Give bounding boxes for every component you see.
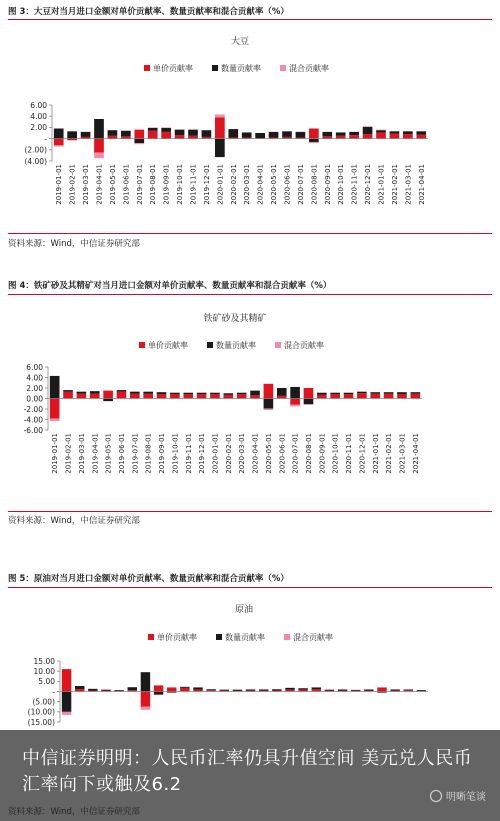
bar-quantity: [206, 689, 215, 690]
x-tick-label: 2019-12-01: [202, 164, 211, 205]
y-tick-label: (2.00): [24, 145, 47, 155]
bar-quantity: [349, 132, 359, 135]
y-tick-label: -2.00: [23, 404, 43, 414]
figure-heading: 图 4：铁矿砂及其精矿对当月进口金额对单价贡献率、数量贡献率和混合贡献率（%）: [8, 281, 332, 291]
bar-mixed: [309, 142, 319, 143]
bar-mixed: [54, 145, 64, 146]
bar-quantity: [351, 690, 360, 691]
x-tick-label: 2021-04-01: [417, 164, 426, 205]
heading-rule: [8, 587, 492, 588]
bar-quantity: [417, 690, 426, 691]
bar-quantity: [228, 129, 238, 137]
y-tick-label: (10.00): [27, 707, 55, 717]
x-tick-label: 2019-05-01: [108, 164, 117, 205]
legend-swatch: [284, 634, 290, 640]
x-tick-label: 2020-07-01: [291, 433, 300, 474]
bar-mixed: [148, 127, 158, 128]
y-tick-label: 5.00: [38, 677, 55, 687]
bar-price: [250, 395, 260, 398]
y-axis: [28, 657, 60, 727]
y-tick-label: (5.00): [32, 697, 55, 707]
x-tick-label: 2020-10-01: [337, 164, 346, 205]
legend-swatch: [139, 342, 145, 348]
bar-price: [403, 134, 413, 138]
x-tick-label: 2021-01-01: [377, 164, 386, 205]
bar-price: [54, 139, 64, 146]
bar-price: [77, 394, 87, 399]
bar-quantity: [157, 392, 167, 394]
bar-mixed: [50, 418, 60, 421]
x-tick-label: 2019-02-01: [64, 433, 73, 474]
bar-price: [370, 394, 380, 399]
bar-price: [90, 394, 100, 399]
x-tick-label: 2021-03-01: [398, 433, 407, 474]
legend-label: 数量贡献率: [225, 633, 265, 642]
bar-price: [62, 669, 71, 691]
chart-crude-oil: [0, 592, 500, 750]
bar-price: [317, 395, 327, 399]
bar-quantity: [416, 131, 426, 134]
bar-price: [180, 688, 189, 692]
x-tick-label: 2020-08-01: [310, 164, 319, 205]
bar-price: [197, 394, 207, 398]
x-tick-label: 2019-06-01: [122, 164, 131, 205]
legend-label: 数量贡献率: [221, 64, 261, 73]
bar-price: [210, 394, 220, 398]
y-tick-label: (15.00): [27, 717, 55, 727]
bar-quantity: [264, 399, 274, 409]
x-tick-label: 2020-05-01: [270, 164, 279, 205]
wechat-icon: [430, 790, 442, 802]
legend-label: 混合贡献率: [289, 64, 329, 73]
bar-quantity: [188, 130, 198, 136]
bar-mixed: [62, 712, 71, 715]
bar-price: [117, 392, 127, 399]
bar-price: [411, 394, 421, 399]
legend-swatch: [216, 634, 222, 640]
chart-legend: [144, 63, 329, 73]
bar-mixed: [304, 404, 314, 405]
bar-quantity: [128, 687, 137, 690]
x-tick-label: 2019-05-01: [104, 433, 113, 474]
bar-quantity: [197, 393, 207, 395]
chart-legend: [148, 632, 333, 642]
x-tick-label: 2020-03-01: [243, 164, 252, 205]
bar-quantity: [285, 688, 294, 690]
bar-quantity: [114, 690, 123, 691]
x-axis-labels: [51, 433, 420, 474]
legend-label: 混合贡献率: [293, 633, 333, 642]
bar-price: [170, 394, 180, 398]
bar-quantity: [220, 690, 229, 691]
x-tick-label: 2019-09-01: [158, 433, 167, 474]
bar-quantity: [77, 392, 87, 394]
bar-quantity: [88, 689, 97, 691]
bar-quantity: [94, 119, 104, 139]
bar-quantity: [161, 128, 171, 132]
bar-price: [377, 687, 386, 691]
heading-rule: [8, 19, 492, 20]
x-tick-label: 2020-04-01: [251, 433, 260, 474]
heading-rule: [8, 294, 492, 295]
bar-price: [397, 394, 407, 398]
y-tick-label: 2.00: [26, 383, 43, 393]
x-tick-label: 2019-11-01: [189, 164, 198, 205]
x-tick-label: 2020-11-01: [345, 433, 354, 474]
bar-price: [108, 136, 118, 139]
y-tick-label: 15.00: [33, 656, 55, 666]
bar-quantity: [282, 131, 292, 137]
bar-price: [167, 687, 176, 691]
bar-quantity: [180, 687, 189, 688]
bar-quantity: [322, 132, 332, 136]
bar-quantity: [269, 132, 279, 138]
bar-quantity: [63, 390, 73, 392]
y-tick-label: (4.00): [24, 156, 47, 166]
x-tick-label: 2020-12-01: [364, 164, 373, 205]
x-tick-label: 2021-01-01: [371, 433, 380, 474]
y-tick-label: 4.00: [26, 373, 43, 383]
x-tick-label: 2020-09-01: [323, 164, 332, 205]
bar-price: [50, 399, 60, 419]
bar-quantity: [233, 690, 242, 691]
bar-quantity: [363, 127, 373, 134]
legend-swatch: [207, 342, 213, 348]
x-tick-label: 2019-08-01: [144, 433, 153, 474]
bar-quantity: [370, 392, 380, 394]
bar-quantity: [246, 689, 255, 690]
headline-text: 中信证券明明：人民币汇率仍具升值空间 美元兑人民币汇率向下或触及6.2: [22, 748, 473, 795]
x-tick-label: 2019-11-01: [184, 433, 193, 474]
chart-title: 原油: [234, 605, 254, 615]
x-tick-label: 2021-03-01: [404, 164, 413, 205]
x-tick-label: 2019-03-01: [82, 164, 91, 205]
bar-quantity: [272, 689, 281, 690]
bar-price: [376, 132, 386, 138]
bar-quantity: [175, 130, 185, 136]
bar-quantity: [397, 392, 407, 394]
bars: [54, 115, 426, 159]
legend-label: 单价贡献率: [148, 341, 188, 350]
x-tick-label: 2020-12-01: [358, 433, 367, 474]
x-tick-label: 2020-02-01: [224, 433, 233, 474]
bar-quantity: [309, 139, 319, 142]
bar-price: [390, 134, 400, 139]
bar-quantity: [242, 132, 252, 137]
bar-quantity: [344, 393, 354, 395]
bar-quantity: [336, 132, 346, 135]
chart-title: 大豆: [230, 37, 250, 47]
x-tick-label: 2021-02-01: [390, 164, 399, 205]
bar-price: [157, 394, 167, 398]
bar-quantity: [170, 393, 180, 395]
legend-swatch: [275, 342, 281, 348]
x-tick-label: 2020-06-01: [278, 433, 287, 474]
bar-quantity: [183, 393, 193, 395]
bar-quantity: [141, 672, 150, 691]
bar-quantity: [54, 129, 64, 139]
legend-label: 单价贡献率: [157, 633, 197, 642]
watermark-text: 明晰笔谈: [446, 792, 486, 803]
bar-price: [94, 139, 104, 153]
bar-price: [130, 394, 140, 399]
bar-price: [309, 129, 319, 139]
bar-price: [161, 132, 171, 139]
bar-price: [215, 117, 225, 138]
x-tick-label: 2019-08-01: [149, 164, 158, 205]
y-axis: [24, 363, 48, 435]
bar-quantity: [154, 692, 163, 695]
x-tick-label: 2019-06-01: [117, 433, 126, 474]
bar-quantity: [312, 687, 321, 689]
x-tick-label: 2020-02-01: [229, 163, 238, 205]
figure-source: 资料来源：Wind，中信证券研究部: [8, 807, 140, 817]
bar-quantity: [101, 690, 110, 691]
bar-quantity: [215, 139, 225, 157]
bar-quantity: [67, 131, 77, 138]
bar-mixed: [141, 707, 150, 710]
watermark: [430, 788, 486, 803]
x-tick-label: 2019-01-01: [55, 164, 64, 205]
figure-heading: 图 3：大豆对当月进口金额对单价贡献率、数量贡献率和混合贡献率（%）: [8, 7, 289, 17]
x-tick-label: 2019-07-01: [131, 433, 140, 474]
bar-quantity: [224, 393, 234, 395]
bar-quantity: [130, 392, 140, 394]
bar-quantity: [325, 690, 334, 691]
x-tick-label: 2020-09-01: [318, 433, 327, 474]
bar-mixed: [363, 126, 373, 127]
bar-price: [188, 136, 198, 139]
bar-quantity: [357, 392, 367, 394]
legend-swatch: [212, 65, 218, 71]
bar-quantity: [296, 132, 306, 138]
bar-quantity: [338, 689, 347, 690]
bar-quantity: [255, 133, 265, 138]
bar-price: [344, 394, 354, 398]
x-axis-labels: [55, 164, 426, 205]
legend-label: 数量贡献率: [216, 341, 256, 350]
bar-quantity: [148, 128, 158, 131]
bar-price: [384, 394, 394, 399]
x-tick-label: 2019-07-01: [135, 164, 144, 205]
y-tick-label: -: [44, 134, 47, 144]
bar-quantity: [364, 689, 373, 690]
bar-quantity: [390, 689, 399, 690]
bar-quantity: [317, 393, 327, 395]
x-tick-label: 2020-01-01: [211, 433, 220, 474]
bar-price: [304, 388, 314, 399]
bar-mixed: [134, 143, 144, 144]
bar-quantity: [304, 399, 314, 405]
legend-swatch: [144, 65, 150, 71]
bar-mixed: [215, 115, 225, 118]
bar-price: [134, 130, 144, 139]
bar-quantity: [81, 132, 91, 137]
bar-mixed: [376, 130, 386, 131]
bar-price: [330, 394, 340, 398]
figure-crude-oil: [0, 569, 500, 729]
bar-quantity: [237, 393, 247, 395]
bar-price: [148, 131, 158, 139]
bar-price: [103, 391, 113, 399]
figure-iron-ore: [0, 277, 500, 527]
bar-quantity: [117, 390, 127, 392]
legend-swatch: [148, 634, 154, 640]
bar-price: [349, 135, 359, 138]
y-tick-label: 4.00: [30, 112, 47, 121]
bar-quantity: [202, 130, 212, 137]
bar-price: [357, 393, 367, 398]
figure-soybean: [0, 0, 500, 250]
bar-quantity: [121, 131, 131, 137]
bar-quantity: [193, 687, 202, 689]
x-tick-label: 2019-02-01: [68, 164, 77, 205]
figure-heading: 图 5：原油对当月进口金额对单价贡献率、数量贡献率和混合贡献率（%）: [8, 574, 289, 584]
bar-mixed: [161, 127, 171, 128]
bar-quantity: [290, 387, 300, 399]
x-tick-label: 2019-04-01: [95, 164, 104, 205]
x-tick-label: 2020-06-01: [283, 164, 292, 205]
bar-quantity: [90, 391, 100, 394]
bar-quantity: [384, 392, 394, 394]
bar-price: [154, 685, 163, 691]
figure-source: 资料来源：Wind，中信证券研究部: [8, 239, 140, 249]
x-tick-label: 2019-01-01: [51, 433, 60, 474]
source-rule: [8, 511, 492, 512]
bar-quantity: [404, 689, 413, 690]
x-tick-label: 2019-10-01: [171, 433, 180, 474]
legend-label: 混合贡献率: [284, 341, 324, 350]
y-tick-label: 6.00: [26, 362, 43, 372]
x-tick-label: 2021-02-01: [385, 433, 394, 474]
x-tick-label: 2020-01-01: [216, 164, 225, 205]
chart-soybean: [0, 24, 500, 234]
y-tick-label: -: [52, 687, 55, 697]
bar-mixed: [94, 153, 104, 159]
y-tick-label: -6.00: [23, 425, 43, 435]
bar-quantity: [62, 692, 71, 712]
bars: [62, 669, 426, 715]
bar-mixed: [154, 695, 163, 696]
x-tick-label: 2019-10-01: [176, 164, 185, 205]
bar-price: [336, 136, 346, 139]
bar-price: [416, 135, 426, 139]
bar-quantity: [376, 130, 386, 132]
y-tick-label: -4.00: [23, 415, 43, 425]
bar-quantity: [277, 388, 287, 396]
bar-quantity: [108, 130, 118, 136]
y-tick-label: 10.00: [33, 666, 55, 676]
bar-mixed: [264, 408, 274, 410]
bar-quantity: [403, 131, 413, 134]
chart-title: 铁矿砂及其精矿: [203, 314, 267, 324]
x-tick-label: 2020-11-01: [350, 164, 359, 205]
figure-source: 资料来源：Wind，中信证券研究部: [8, 516, 140, 526]
bar-quantity: [134, 139, 144, 143]
y-tick-label: 2.00: [30, 123, 47, 133]
source-rule: [8, 233, 492, 234]
bar-quantity: [50, 376, 60, 399]
bar-quantity: [330, 393, 340, 395]
x-tick-label: 2020-08-01: [304, 433, 313, 474]
bar-price: [237, 394, 247, 398]
bar-price: [264, 384, 274, 399]
bar-mixed: [290, 405, 300, 407]
x-tick-label: 2020-03-01: [238, 433, 247, 474]
bar-quantity: [411, 392, 421, 394]
bar-quantity: [250, 391, 260, 396]
y-tick-label: 0.00: [26, 394, 43, 404]
x-tick-label: 2021-04-01: [411, 433, 420, 474]
y-axis: [24, 101, 52, 166]
bar-price: [183, 394, 193, 398]
x-tick-label: 2020-04-01: [256, 164, 265, 205]
bar-quantity: [143, 392, 153, 394]
legend-swatch: [280, 65, 286, 71]
bar-price: [143, 394, 153, 399]
y-tick-label: 6.00: [30, 100, 47, 110]
x-tick-label: 2019-12-01: [198, 433, 207, 474]
bar-price: [363, 134, 373, 138]
x-tick-label: 2019-09-01: [162, 164, 171, 205]
chart-legend: [139, 340, 324, 350]
bar-quantity: [210, 393, 220, 395]
bar-price: [290, 399, 300, 405]
x-tick-label: 2019-03-01: [77, 433, 86, 474]
bar-price: [63, 392, 73, 399]
bar-quantity: [75, 686, 84, 689]
x-tick-label: 2020-05-01: [264, 433, 273, 474]
bar-price: [141, 692, 150, 707]
bar-price: [224, 395, 234, 399]
x-tick-label: 2019-04-01: [91, 433, 100, 474]
bar-quantity: [390, 131, 400, 133]
x-tick-label: 2020-07-01: [296, 164, 305, 205]
x-tick-label: 2020-10-01: [331, 433, 340, 474]
bar-quantity: [298, 688, 307, 689]
bar-price: [175, 135, 185, 138]
chart-iron-ore: [0, 299, 500, 514]
legend-label: 单价贡献率: [153, 64, 193, 73]
bar-quantity: [259, 689, 268, 690]
